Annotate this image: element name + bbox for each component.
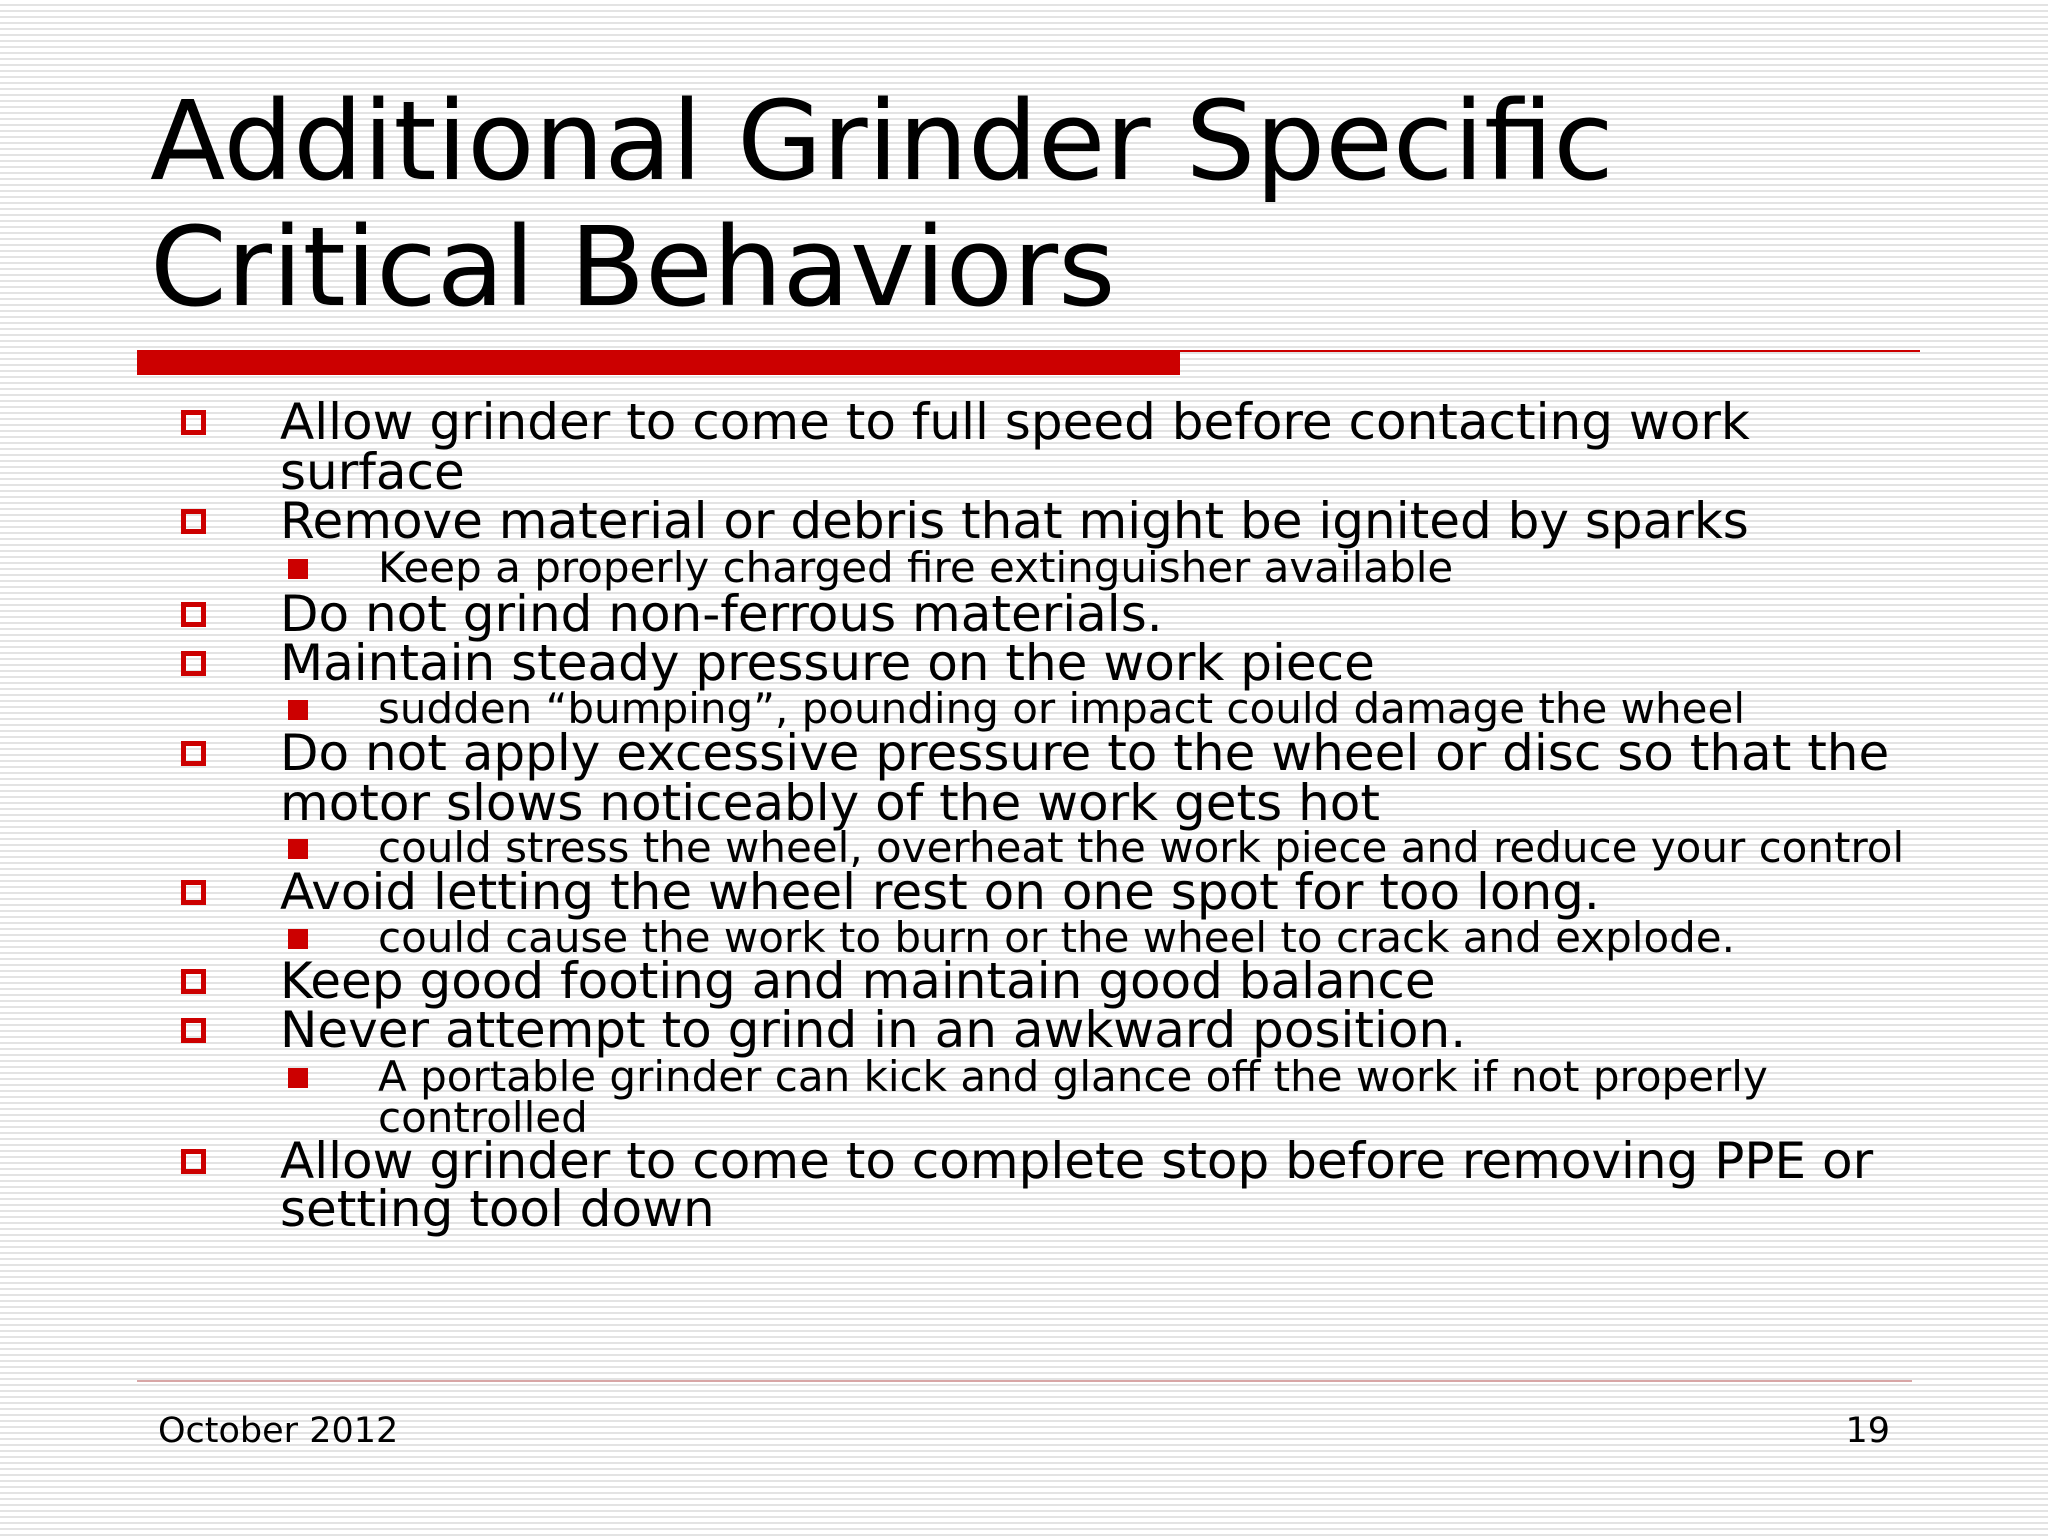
- hollow-square-bullet-icon: [181, 1018, 206, 1043]
- hollow-square-bullet-icon: [181, 602, 206, 627]
- filled-square-bullet-icon: [288, 839, 308, 859]
- bullet-text: surface: [280, 443, 465, 501]
- bullet-text: Do not apply excessive pressure to the wheel or disc so that the: [280, 724, 1890, 782]
- hollow-square-bullet-icon: [181, 1149, 206, 1174]
- hollow-square-bullet-icon: [181, 651, 206, 676]
- footer-divider: [137, 1380, 1912, 1382]
- filled-square-bullet-icon: [288, 559, 308, 579]
- sub-bullet-text: controlled: [378, 1093, 588, 1142]
- hollow-square-bullet-icon: [181, 741, 206, 766]
- bullet-text: setting tool down: [280, 1180, 715, 1238]
- sub-bullet-text: could cause the work to burn or the wheel to crack and explode.: [378, 913, 1736, 962]
- sub-bullet-text: could stress the wheel, overheat the work piece and reduce your control: [378, 823, 1905, 872]
- filled-square-bullet-icon: [288, 1068, 308, 1088]
- slide-title-line-2: Critical Behaviors: [150, 203, 1116, 331]
- bullet-text: Allow grinder to come to full speed before contacting work: [280, 393, 1750, 451]
- sub-bullet-text: A portable grinder can kick and glance off the work if not properly: [378, 1052, 1768, 1101]
- sub-bullet-text: sudden “bumping”, pounding or impact could damage the wheel: [378, 684, 1745, 733]
- bullet-text: Maintain steady pressure on the work piece: [280, 634, 1375, 692]
- bullet-text: Allow grinder to come to complete stop before removing PPE or: [280, 1132, 1874, 1190]
- filled-square-bullet-icon: [288, 929, 308, 949]
- sub-bullet-text: Keep a properly charged fire extinguisher available: [378, 543, 1454, 592]
- filled-square-bullet-icon: [288, 700, 308, 720]
- bullet-text: Do not grind non-ferrous materials.: [280, 585, 1163, 643]
- hollow-square-bullet-icon: [181, 509, 206, 534]
- bullet-text: Avoid letting the wheel rest on one spot for too long.: [280, 863, 1600, 921]
- footer-date: October 2012: [158, 1411, 399, 1451]
- bullet-text: motor slows noticeably of the work gets hot: [280, 774, 1380, 832]
- bullet-text: Keep good footing and maintain good balance: [280, 952, 1436, 1010]
- hollow-square-bullet-icon: [181, 969, 206, 994]
- hollow-square-bullet-icon: [181, 880, 206, 905]
- bullet-text: Remove material or debris that might be ignited by sparks: [280, 492, 1749, 550]
- page-number: 19: [1845, 1411, 1890, 1451]
- bullet-text: Never attempt to grind in an awkward position.: [280, 1001, 1467, 1059]
- slide-title-line-1: Additional Grinder Specific: [150, 77, 1614, 205]
- hollow-square-bullet-icon: [181, 410, 206, 435]
